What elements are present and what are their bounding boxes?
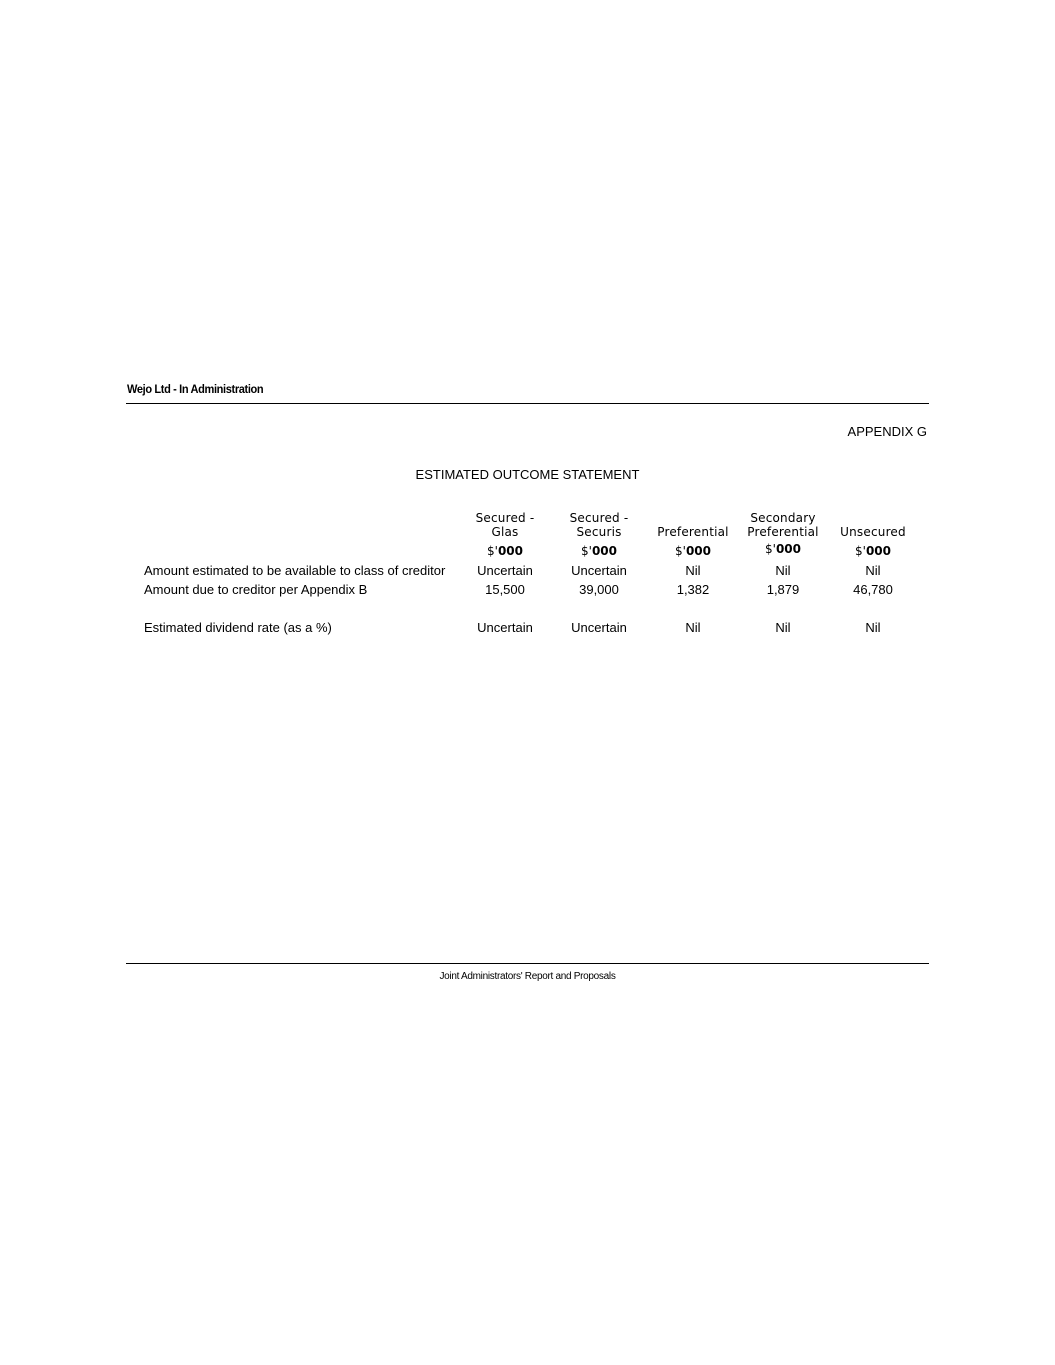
column-header-line: Secondary (750, 511, 816, 525)
column-header-line: Secured - (475, 511, 535, 525)
table-cell: Uncertain (571, 620, 627, 635)
table-cell: Uncertain (477, 620, 533, 635)
column-unit (733, 542, 833, 556)
unit-suffix: 000 (591, 544, 617, 558)
table-cell: Nil (685, 563, 701, 578)
unit-prefix: $' (855, 544, 866, 558)
column-header-preferential (643, 511, 743, 539)
appendix-label: APPENDIX G (847, 424, 927, 439)
column-unit (455, 544, 555, 558)
row-label: Estimated dividend rate (as a %) (144, 620, 332, 635)
unit-suffix: 000 (865, 544, 891, 558)
unit-prefix: $' (581, 544, 592, 558)
footer-text: Joint Administrators' Report and Proposals (439, 971, 616, 982)
column-unit (643, 544, 743, 558)
table-cell: Nil (685, 620, 701, 635)
header-divider (126, 403, 929, 404)
unit-suffix: 000 (775, 542, 801, 556)
row-label: Amount estimated to be available to class of creditor (144, 563, 446, 578)
table-cell: Nil (775, 620, 791, 635)
column-header-secondary-preferential (733, 511, 833, 539)
table-cell: 46,780 (853, 582, 893, 597)
unit-prefix: $' (487, 544, 498, 558)
unit-suffix: 000 (497, 544, 523, 558)
footer-divider (126, 963, 929, 964)
table-cell: Nil (865, 620, 881, 635)
column-header-secured-securis (549, 511, 649, 539)
column-header-line: Unsecured (840, 525, 906, 539)
table-cell: Nil (775, 563, 791, 578)
statement-title: ESTIMATED OUTCOME STATEMENT (415, 467, 640, 482)
document-header-title: Wejo Ltd - In Administration (127, 382, 264, 396)
row-label: Amount due to creditor per Appendix B (144, 582, 368, 597)
column-unit (549, 544, 649, 558)
column-header-line: Secured - (569, 511, 629, 525)
column-header-line (823, 511, 923, 525)
table-cell: Uncertain (477, 563, 533, 578)
table-cell: Nil (865, 563, 881, 578)
table-cell: 15,500 (485, 582, 525, 597)
column-header-line (643, 511, 743, 525)
unit-prefix: $' (765, 542, 776, 556)
column-unit (823, 544, 923, 558)
column-header-line: Glas (491, 525, 519, 539)
column-header-line: Preferential (747, 525, 819, 539)
column-header-secured-glas (455, 511, 555, 539)
table-cell: 39,000 (579, 582, 619, 597)
table-cell: 1,382 (676, 582, 710, 597)
column-header-line: Securis (576, 525, 622, 539)
unit-prefix: $' (675, 544, 686, 558)
column-header-line: Preferential (657, 525, 729, 539)
table-cell: Uncertain (571, 563, 627, 578)
column-header-unsecured (823, 511, 923, 539)
table-cell: 1,879 (766, 582, 800, 597)
unit-suffix: 000 (685, 544, 711, 558)
